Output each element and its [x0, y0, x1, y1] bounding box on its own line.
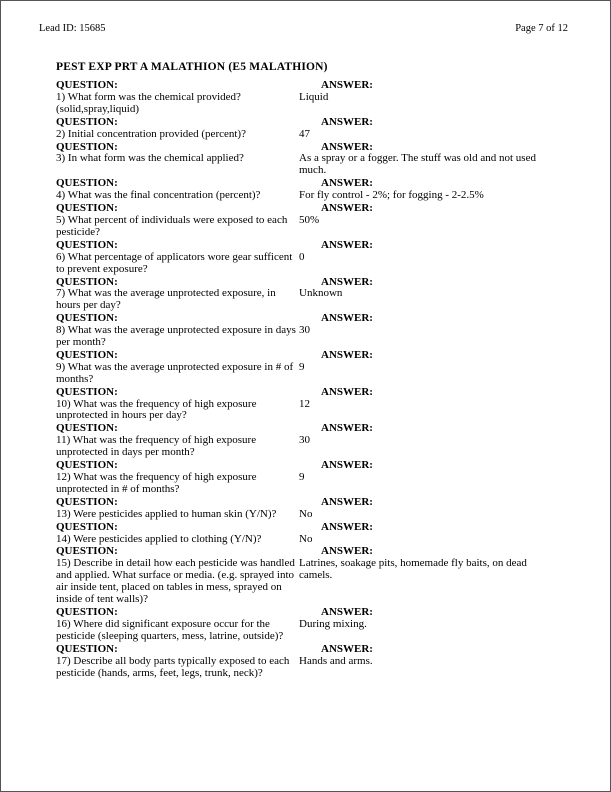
- question-label: QUESTION:: [56, 312, 118, 325]
- qa-item: [56, 117, 562, 141]
- question-label: QUESTION:: [56, 275, 118, 288]
- question-text: 16) Where did significant exposure occur for the pesticide (sleeping quarters, mess, latrine, outside)?: [56, 617, 284, 642]
- answer-text: No: [299, 532, 313, 545]
- answer-label: ANSWER:: [321, 140, 373, 153]
- answer-text: Hands and arms.: [299, 654, 373, 667]
- question-label: QUESTION:: [56, 459, 118, 472]
- answer-text: 12: [299, 397, 310, 410]
- answer-label: ANSWER:: [321, 495, 373, 508]
- question-label: QUESTION:: [56, 177, 118, 190]
- answer-text: Unknown: [299, 287, 343, 300]
- answer-text: 30: [299, 434, 310, 447]
- question-text: 7) What was the average unprotected exposure, in hours per day?: [56, 287, 276, 312]
- question-text: 17) Describe all body parts typically exposed to each pesticide (hands, arms, feet, legs, trunk, neck)?: [56, 654, 290, 679]
- question-label: QUESTION:: [56, 422, 118, 435]
- question-text: 4) What was the final concentration (percent)?: [56, 189, 261, 202]
- question-label: QUESTION:: [56, 238, 118, 251]
- qa-item: [56, 80, 562, 116]
- answer-text: Liquid: [299, 90, 329, 103]
- question-text: 8) What was the average unprotected exposure in days per month?: [56, 324, 296, 349]
- qa-item: [56, 387, 562, 423]
- answer-label: ANSWER:: [321, 459, 373, 472]
- qa-item: [56, 350, 562, 386]
- question-text: 13) Were pesticides applied to human skin (Y/N)?: [56, 507, 277, 520]
- question-label: QUESTION:: [56, 605, 118, 618]
- question-text: 2) Initial concentration provided (percent)?: [56, 127, 246, 140]
- page-number: Page 7 of 12: [515, 23, 568, 34]
- answer-label: ANSWER:: [321, 545, 373, 558]
- answer-label: ANSWER:: [321, 348, 373, 361]
- answer-label: ANSWER:: [321, 520, 373, 533]
- answer-label: ANSWER:: [321, 202, 373, 215]
- answer-label: ANSWER:: [321, 115, 373, 128]
- qa-item: [56, 497, 562, 521]
- document-body: [56, 61, 562, 679]
- question-text: 12) What was the frequency of high exposure unprotected in # of months?: [56, 471, 257, 495]
- question-label: QUESTION:: [56, 385, 118, 398]
- answer-text: During mixing.: [299, 617, 367, 630]
- answer-label: ANSWER:: [321, 177, 373, 190]
- question-text: 1) What form was the chemical provided?(solid,spray,liquid): [56, 90, 241, 115]
- question-text: 15) Describe in detail how each pesticide was handled and applied. What surface or media. (e.g. sprayed into air inside tent, placed on tables in mess, sprayed on inside of tent walls)?: [56, 557, 295, 606]
- qa-item: [56, 313, 562, 349]
- question-label: QUESTION:: [56, 140, 118, 153]
- qa-item: [56, 546, 562, 606]
- question-label: QUESTION:: [56, 115, 118, 128]
- qa-item: [56, 178, 562, 202]
- lead-id: Lead ID: 15685: [39, 23, 106, 34]
- qa-item: [56, 423, 562, 459]
- document-title: PEST EXP PRT A MALATHION (E5 MALATHION): [56, 61, 328, 73]
- answer-text: As a spray or a fogger. The stuff was old and not used much.: [299, 152, 536, 177]
- qa-item: [56, 142, 562, 178]
- answer-label: ANSWER:: [321, 238, 373, 251]
- qa-item: [56, 607, 562, 643]
- question-text: 14) Were pesticides applied to clothing (Y/N)?: [56, 532, 262, 545]
- question-label: QUESTION:: [56, 642, 118, 655]
- qa-item: [56, 277, 562, 313]
- qa-item: [56, 203, 562, 239]
- question-text: 5) What percent of individuals were exposed to each pesticide?: [56, 213, 288, 238]
- answer-label: ANSWER:: [321, 385, 373, 398]
- answer-text: 47: [299, 127, 310, 140]
- answer-label: ANSWER:: [321, 79, 373, 91]
- question-label: QUESTION:: [56, 202, 118, 215]
- answer-text: 30: [299, 324, 310, 337]
- question-label: QUESTION:: [56, 520, 118, 533]
- answer-text: 0: [299, 250, 305, 263]
- question-text: 10) What was the frequency of high exposure unprotected in hours per day?: [56, 397, 257, 422]
- answer-label: ANSWER:: [321, 642, 373, 655]
- answer-label: ANSWER:: [321, 312, 373, 325]
- question-text: 3) In what form was the chemical applied?: [56, 152, 244, 165]
- qa-item: [56, 240, 562, 276]
- qa-item: [56, 644, 562, 680]
- question-text: 11) What was the frequency of high exposure unprotected in days per month?: [56, 434, 257, 459]
- question-label: QUESTION:: [56, 348, 118, 361]
- question-label: QUESTION:: [56, 545, 118, 558]
- answer-text: 9: [299, 471, 305, 483]
- question-label: QUESTION:: [56, 495, 118, 508]
- answer-text: For fly control - 2%; for fogging - 2-2.5%: [299, 189, 484, 202]
- page-header: [1, 1, 610, 35]
- answer-label: ANSWER:: [321, 605, 373, 618]
- answer-label: ANSWER:: [321, 422, 373, 435]
- answer-text: Latrines, soakage pits, homemade fly baits, on dead camels.: [299, 557, 527, 582]
- answer-text: 50%: [299, 213, 320, 226]
- answer-text: No: [299, 507, 313, 520]
- qa-list: [56, 80, 562, 679]
- answer-text: 9: [299, 360, 305, 373]
- question-text: 6) What percentage of applicators wore gear sufficent to prevent exposure?: [56, 250, 293, 275]
- qa-item: [56, 460, 562, 496]
- question-label: QUESTION:: [56, 79, 118, 91]
- answer-label: ANSWER:: [321, 275, 373, 288]
- qa-item: [56, 522, 562, 546]
- question-text: 9) What was the average unprotected exposure in # of months?: [56, 360, 294, 385]
